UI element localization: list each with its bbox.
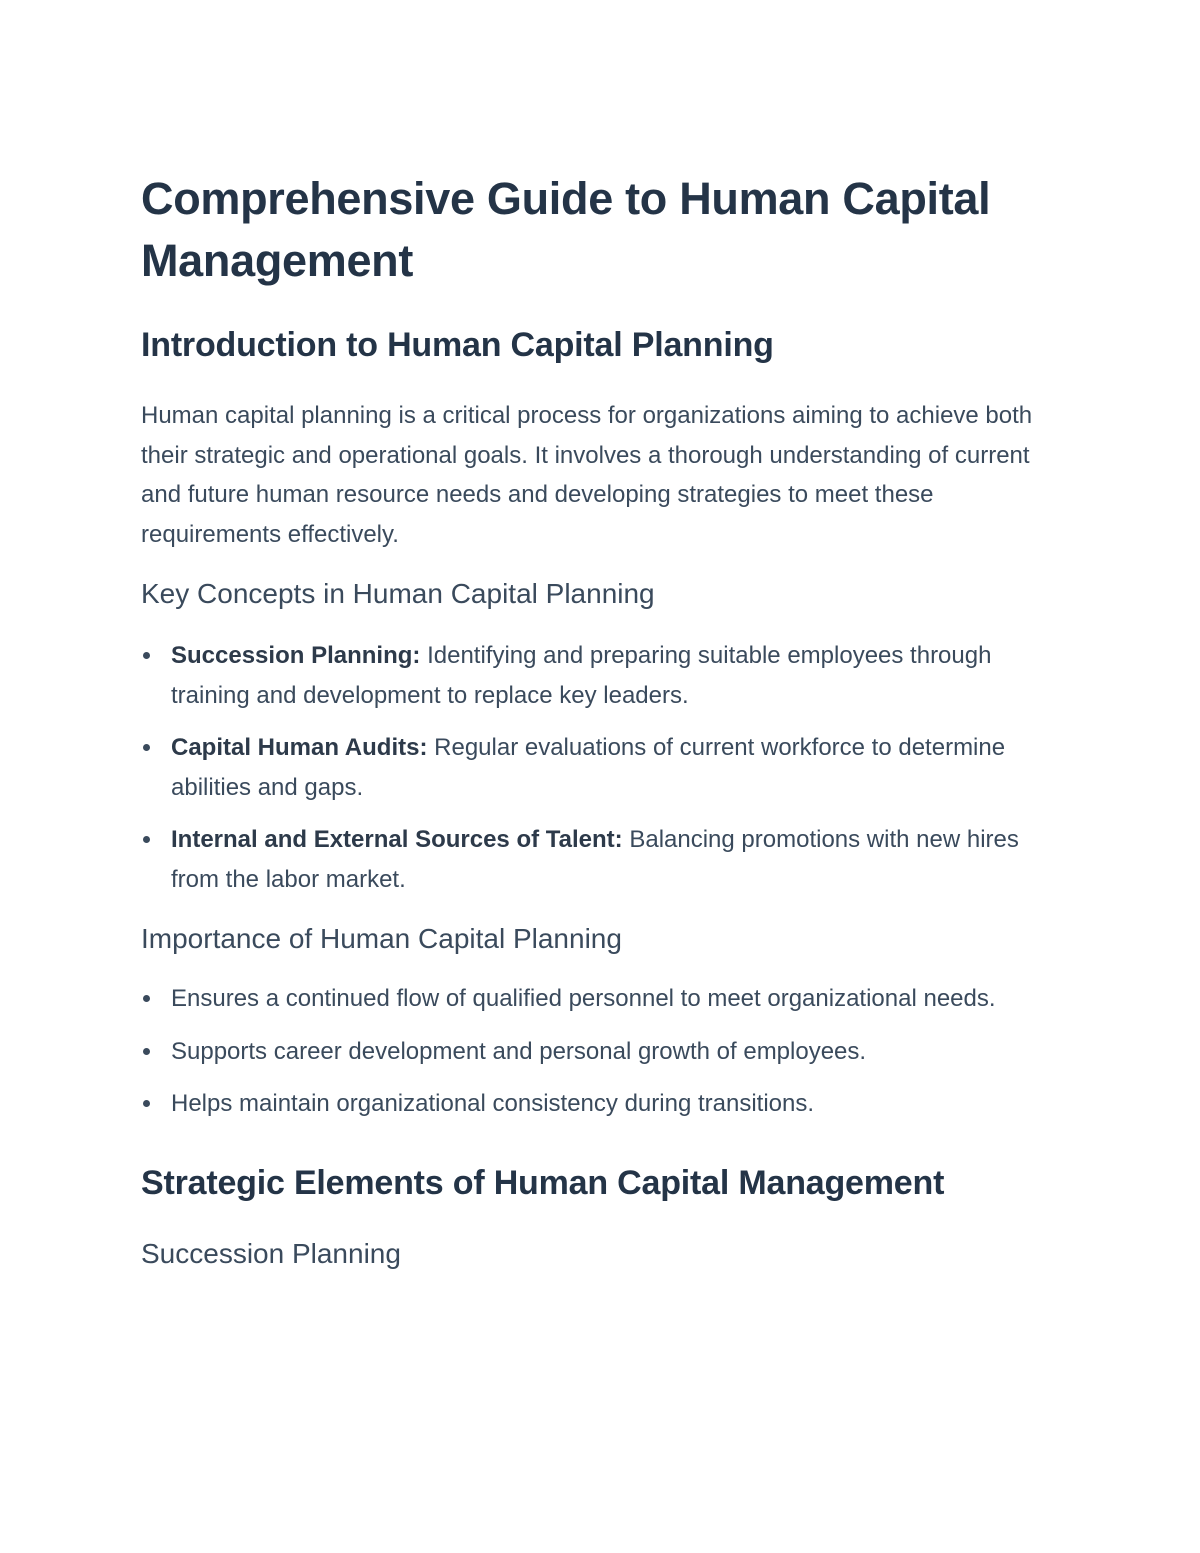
document-page	[141, 168, 1041, 1274]
concept-separator: :	[412, 642, 421, 669]
list-item	[141, 1084, 1041, 1124]
key-concepts-list	[141, 636, 1041, 899]
bullet-icon	[143, 744, 150, 751]
list-item	[141, 1032, 1041, 1072]
concept-description: Balancing promotions with new hires from the labor market.	[171, 826, 1019, 893]
concept-description: Regular evaluations of current workforce to determine abilities and gaps.	[171, 734, 1006, 801]
concept-separator: :	[614, 826, 623, 853]
importance-text: Supports career development and personal growth of employees.	[171, 1037, 867, 1065]
bullet-icon	[143, 995, 150, 1002]
subheading-key-concepts: Key Concepts in Human Capital Planning	[141, 578, 655, 609]
section-heading-introduction: Introduction to Human Capital Planning	[141, 326, 774, 364]
list-item	[141, 728, 1041, 807]
list-item	[141, 636, 1041, 715]
importance-list	[141, 979, 1041, 1124]
concept-term: Succession Planning	[171, 642, 413, 669]
list-item	[141, 820, 1041, 899]
list-item	[141, 979, 1041, 1019]
section-heading-strategic: Strategic Elements of Human Capital Management	[141, 1163, 945, 1202]
bullet-icon	[143, 652, 150, 659]
concept-description: Identifying and preparing suitable employees through training and development to replace key leaders.	[171, 642, 992, 709]
bullet-icon	[143, 1100, 150, 1107]
importance-text: Ensures a continued flow of qualified personnel to meet organizational needs.	[171, 985, 996, 1012]
importance-text: Helps maintain organizational consistency during transitions.	[171, 1090, 815, 1117]
intro-paragraph: Human capital planning is a critical process for organizations aiming to achieve both their strategic and operational goals. It involves a thorough understanding of current and future human resource needs and developing strategies to meet these requirements effectively.	[141, 402, 1033, 548]
subheading-succession-planning: Succession Planning	[141, 1237, 401, 1269]
bullet-icon	[143, 1048, 150, 1055]
bullet-icon	[143, 836, 150, 843]
subheading-importance: Importance of Human Capital Planning	[141, 923, 622, 954]
concept-term: Internal and External Sources of Talent	[171, 826, 615, 853]
concept-separator: :	[419, 734, 428, 761]
concept-term: Capital Human Audits	[171, 734, 420, 761]
document-title: Comprehensive Guide to Human Capital Management	[141, 173, 991, 286]
